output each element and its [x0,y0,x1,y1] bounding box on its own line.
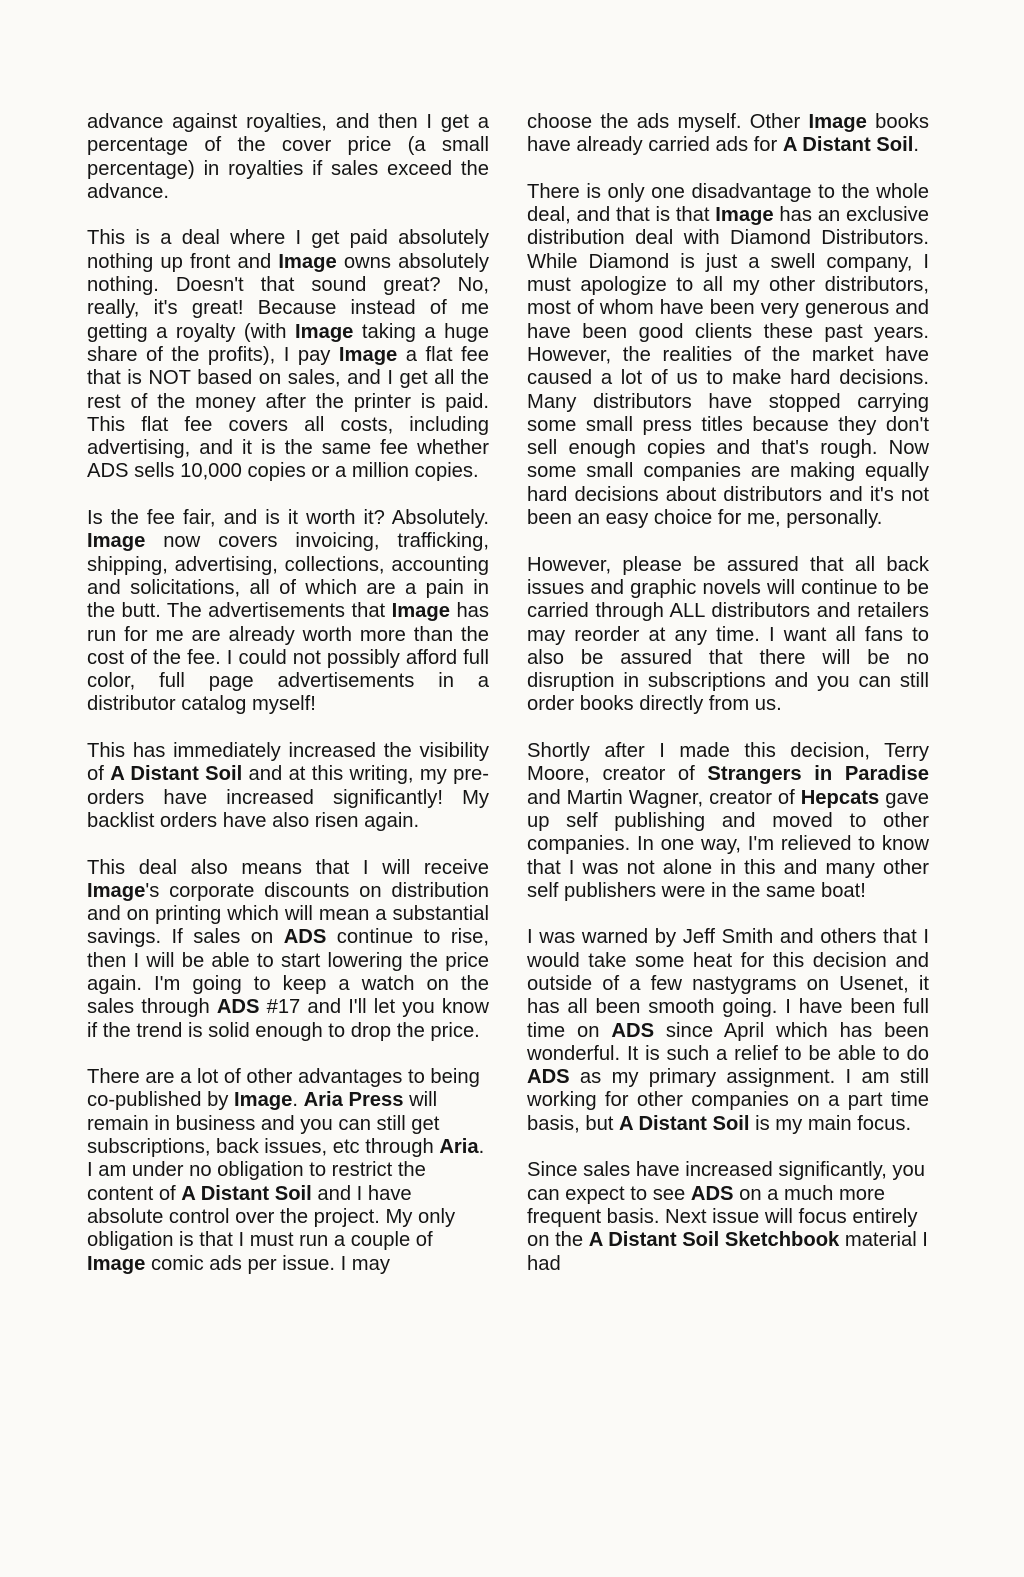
bold-term: Image [87,530,146,553]
paragraph: I was warned by Jeff Smith and others that I would take some heat for this decision and outside of a few nastygrams on Usenet, it has all been smooth going. I have been full time on ADS since April which has been wonderful. It is such a relief to be able to do ADS as my primary assignment. I am still working for other companies on a part time basis, but A Distant Soil is my main focus. [527,926,930,1135]
bold-term: Image [87,1252,146,1275]
paragraph: There are a lot of other advantages to being co-published by Image. Aria Press will remain in business and you can still get subscriptions, back issues, etc through Aria. I am under no obligation to restrict the content of A Distant Soil and I have absolute control over the project. My only obligation is that I must run a couple of Image comic ads per issue. I may [87,1066,485,1275]
bold-term: Image [338,343,398,366]
paragraph: Is the fee fair, and is it worth it? Absolutely. Image now covers invoicing, trafficking, shipping, advertising, collections, accounting and solicitations, all of which are a pain in the butt. The advertisements that Image has run for me are already worth more than the cost of the fee. I could not possibly afford full color, full page advertisements in a distributor catalog myself! [87,507,489,716]
paragraph: advance against royalties, and then I get a percentage of the cover price (a small percentage) in royalties if sales exceed the advance. [87,111,489,203]
bold-term: ADS [611,1019,655,1042]
left-column [87,111,489,1299]
bold-term: Image [391,600,450,623]
bold-term: Image [715,204,774,227]
bold-term: A Distant Soil [181,1182,312,1205]
paragraph: This has immediately increased the visibility of A Distant Soil and at this writing, my pre-orders have increased significantly! My backlist orders have also risen again. [87,740,490,832]
bold-term: Image [87,879,146,902]
bold-term: Image [808,111,867,133]
bold-term: Image [295,320,354,343]
bold-term: Image [278,250,337,273]
bold-term: A Distant Soil [619,1112,750,1135]
bold-term: A Distant Soil [110,763,243,786]
bold-term: Strangers in Paradise [707,763,930,786]
bold-term: Aria Press [303,1089,404,1112]
bold-term: Aria [439,1136,479,1159]
bold-term: ADS [283,926,327,949]
paragraph: Since sales have increased significantly, you can expect to see ADS on a much more frequent basis. Next issue will focus entirely on the A Distant Soil Sketchbook material I had [527,1159,928,1275]
paragraph: This deal also means that I will receive Image's corporate discounts on distribution and on printing which will mean a substantial savings. If sales on ADS continue to rise, then I will be able to start lowering the price again. I'm going to keep a watch on the sales through ADS #17 and I'll let you know if the trend is solid enough to drop the price. [87,856,490,1042]
paragraph: There is only one disadvantage to the whole deal, and that is that Image has an exclusive distribution deal with Diamond Distributors. While Diamond is just a swell company, I must apologize to all my other distributors, most of whom have been very generous and have been good clients these past years. However, the realities of the market have caused a lot of us to make hard decisions. Many distributors have stopped carrying some small press titles because they don't sell enough copies and that's rough. Now some small companies are making equally hard decisions about distributors and it's not been an easy choice for me, personally. [527,180,929,530]
bold-term: ADS [527,1066,570,1089]
bold-term: ADS [216,996,260,1019]
paragraph: Shortly after I made this decision, Terry Moore, creator of Strangers in Paradise and Martin Wagner, creator of Hepcats gave up self publishing and moved to other companies. In one way, I'm relieved to know that I was not alone in this and many other self publishers were in the same boat! [527,740,930,902]
bold-term: ADS [690,1182,734,1205]
right-column [527,111,929,1299]
bold-term: A Distant Soil Sketchbook [588,1229,840,1252]
paragraph: However, please be assured that all back issues and graphic novels will continue to be carried through ALL distributors and retailers may reorder at any time. I want all fans to also be assured that there will be no disruption in subscriptions and you can still order books directly from us. [527,553,929,716]
paragraph: This is a deal where I get paid absolutely nothing up front and Image owns absolutely nothing. Doesn't that sound great? No, really, it's great! Because instead of me getting a royalty (with Image taking a huge share of the profits), I pay Image a flat fee that is NOT based on sales, and I get all the rest of the money after the printer is paid. This flat fee covers all costs, including advertising, and it is the same fee whether ADS sells 10,000 copies or a million copies. [87,227,490,483]
bold-term: Image [234,1089,293,1112]
bold-term: Hepcats [800,786,880,809]
bold-term: A Distant Soil [782,134,914,157]
paragraph: choose the ads myself. Other Image books have already carried ads for A Distant Soil. [527,111,929,157]
